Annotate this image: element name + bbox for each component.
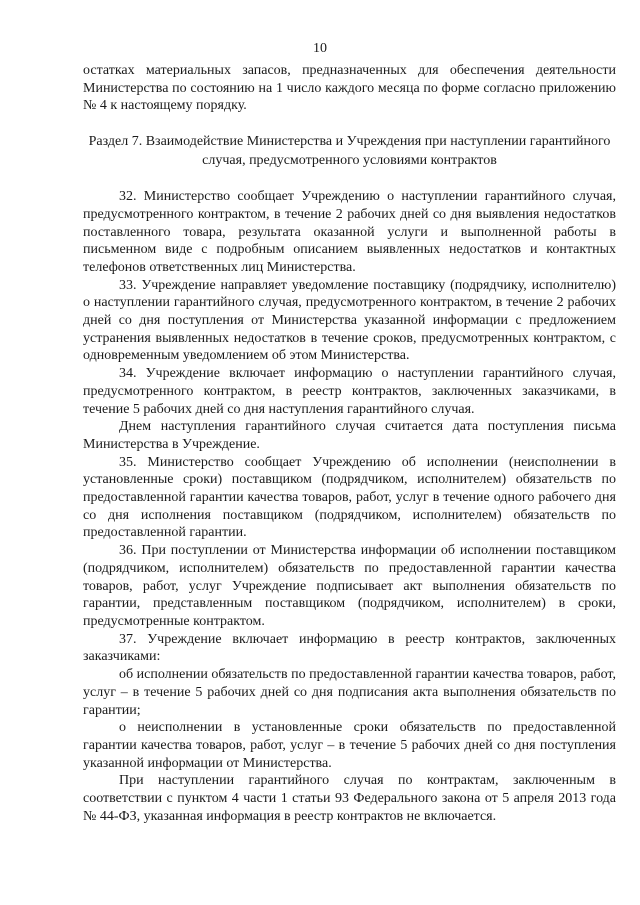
intro-paragraph: остатках материальных запасов, предназначенных для обеспечения деятельности Министерства по состоянию на 1 число каждого месяца по форме согласно приложению № 4 к настоящему порядку. [83, 63, 616, 114]
paragraph-36: 36. При поступлении от Министерства информации об исполнении поставщиком (подрядчиком, исполнителем) обязательств по предоставленной гарантии качества товаров, работ, услуг Учреждение подписывает акт выполнения обязательств по гарантии, представленным поставщиком (подрядчиком, исполнителем) в сроки, предусмотренные контрактом. [83, 543, 616, 629]
paragraph-final: При наступлении гарантийного случая по контрактам, заключенным в соответствии с пунктом 4 части 1 статьи 93 Федерального закона от 5 апреля 2013 года № 44-ФЗ, указанная информация в реестр контрактов не включается. [83, 773, 616, 824]
paragraph-37-item-1: об исполнении обязательств по предоставленной гарантии качества товаров, работ, услуг – в течение 5 рабочих дней со дня подписания акта выполнения обязательств по гарантии; [83, 667, 616, 718]
page-number: 10 [313, 41, 327, 56]
paragraph-35: 35. Министерство сообщает Учреждению об исполнении (неисполнении в установленные сроки) поставщиком (подрядчиком, исполнителем) обязательств по предоставленной гарантии качества товаров, работ, услуг в течение одного рабочего дня со дня исполнения поставщиком (подрядчиком, исполнителем) обязательств по предоставленной гарантии. [83, 454, 616, 541]
document-body [83, 62, 616, 825]
paragraph-34: 34. Учреждение включает информацию о наступлении гарантийного случая, предусмотренного контрактом, в реестр контрактов, заключенных заказчиками, в течение 5 рабочих дней со дня наступления гарантийного случая. [83, 366, 616, 417]
paragraph-34-note: Днем наступления гарантийного случая считается дата поступления письма Министерства в Учреждение. [83, 419, 616, 452]
paragraph-33: 33. Учреждение направляет уведомление поставщику (подрядчику, исполнителю) о наступлении гарантийного случая, предусмотренного контрактом, в течение 2 рабочих дней со дня поступления от Министерства указанной информации с предложением устранения выявленных недостатков в течение сроков, предусмотренных контрактом, с одновременным уведомлением об этом Министерства. [83, 277, 616, 364]
paragraph-37-item-2: о неисполнении в установленные сроки обязательств по предоставленной гарантии качества товаров, работ, услуг – в течение 5 рабочих дней со дня поступления указанной информации от Министерства. [83, 720, 616, 771]
paragraph-32: 32. Министерство сообщает Учреждению о наступлении гарантийного случая, предусмотренного контрактом, в течение 2 рабочих дней со дня выявления недостатков поставленного товара, результата оказанной услуги и выполненной работы в письменном виде с подробным описанием выявленных недостатков и контактных телефонов ответственных лиц Министерства. [83, 189, 616, 275]
section-title: Раздел 7. Взаимодействие Министерства и Учреждения при наступлении гарантийного случая, предусмотренного условиями контрактов [88, 134, 611, 168]
paragraph-37: 37. Учреждение включает информацию в реестр контрактов, заключенных заказчиками: [83, 631, 616, 665]
